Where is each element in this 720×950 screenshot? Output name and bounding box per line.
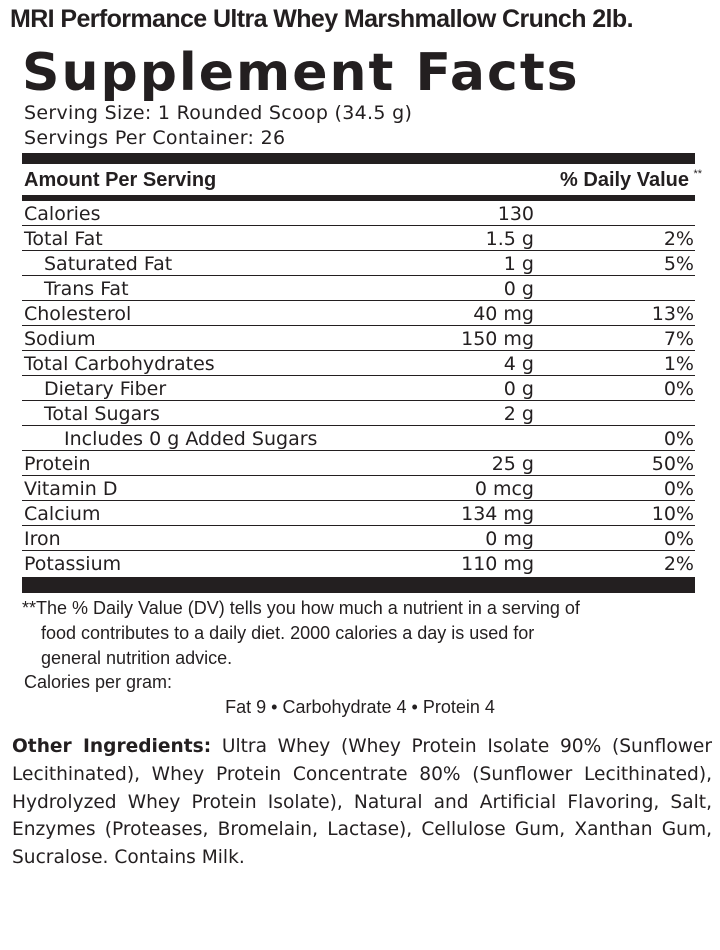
nutrient-name: Cholesterol [24,303,132,325]
nutrient-amount: 2 g [503,403,534,425]
nutrient-amount: 1 g [503,253,534,275]
nutrient-row [22,301,695,326]
nutrient-row [22,426,695,451]
daily-value-footnote-mark: ** [693,168,702,180]
nutrient-name: Total Carbohydrates [24,353,215,375]
nutrient-name: Iron [24,528,61,550]
supplement-facts-title: Supplement Facts [22,43,580,103]
nutrient-daily-value: 5% [663,253,694,275]
top-thick-divider [22,153,695,164]
nutrient-row [22,401,695,426]
nutrient-amount: 40 mg [473,303,534,325]
nutrient-daily-value: 0% [663,428,694,450]
footnote-line: general nutrition advice. [41,648,233,668]
nutrient-name: Protein [24,453,91,475]
nutrient-name: Calories [24,203,101,225]
serving-size: Serving Size: 1 Rounded Scoop (34.5 g) [24,102,413,124]
nutrient-amount: 150 mg [461,328,534,350]
nutrient-amount: 134 mg [461,503,534,525]
calories-per-gram-values: Fat 9 • Carbohydrate 4 • Protein 4 [225,697,495,717]
nutrient-amount: 0 mg [485,528,534,550]
nutrient-row [22,451,695,476]
nutrient-daily-value: 50% [651,453,694,475]
nutrient-daily-value: 7% [663,328,694,350]
nutrient-row [22,251,695,276]
table-header [24,166,702,194]
nutrient-name: Includes 0 g Added Sugars [64,428,318,450]
nutrient-row [22,351,695,376]
nutrient-row [22,551,695,575]
other-ingredients-text: Ultra Whey (Whey Protein Isolate 90% (Sunflower Lecithinated), Whey Protein Concentrate 80% (Sunflower Lecithinated), Hydrolyzed Whey Protein Isolate), Natural and Artificial Flavoring, Salt, Enzymes (Proteases, Bromelain, Lactase), Cellulose Gum, Xanthan Gum, Sucralose. Contains Milk. [12,736,712,869]
nutrient-daily-value: 0% [663,478,694,500]
footnote-line: food contributes to a daily diet. 2000 calories a day is used for [41,623,535,643]
nutrient-name: Dietary Fiber [44,378,167,400]
amount-per-serving-header: Amount Per Serving [24,169,217,191]
nutrient-amount: 25 g [491,453,534,475]
nutrient-row [22,276,695,301]
calories-per-gram-label: Calories per gram: [24,672,173,692]
nutrient-amount: 130 [497,203,534,225]
daily-value-header: % Daily Value [560,169,689,191]
footnote-line: **The % Daily Value (DV) tells you how much a nutrient in a serving of [22,598,580,618]
nutrient-daily-value: 0% [663,378,694,400]
other-ingredients [12,733,712,872]
nutrient-name: Vitamin D [24,478,118,500]
nutrient-name: Trans Fat [44,278,129,300]
other-ingredients-label: Other Ingredients: [12,736,212,757]
nutrient-row [22,526,695,551]
nutrient-name: Sodium [24,328,96,350]
nutrient-daily-value: 0% [663,528,694,550]
daily-value-footnote [22,596,702,671]
nutrient-amount: 110 mg [461,553,534,575]
nutrient-amount: 1.5 g [485,228,534,250]
nutrient-name: Total Sugars [44,403,160,425]
nutrient-amount: 0 g [503,378,534,400]
nutrient-amount: 0 g [503,278,534,300]
nutrient-name: Potassium [24,553,122,575]
nutrient-row [22,326,695,351]
nutrient-table [22,201,695,575]
nutrient-name: Calcium [24,503,101,525]
servings-per-container: Servings Per Container: 26 [24,127,286,149]
nutrient-row [22,476,695,501]
nutrient-daily-value: 2% [663,228,694,250]
nutrient-amount: 0 mcg [474,478,534,500]
nutrient-daily-value: 10% [651,503,694,525]
nutrient-row [22,501,695,526]
nutrient-amount: 4 g [503,353,534,375]
nutrient-row [22,226,695,251]
nutrient-row [22,201,695,226]
bottom-thick-divider [22,577,695,593]
nutrient-daily-value: 1% [663,353,694,375]
nutrient-name: Total Fat [24,228,103,250]
nutrient-row [22,376,695,401]
nutrient-name: Saturated Fat [44,253,173,275]
nutrient-daily-value: 2% [663,553,694,575]
nutrient-daily-value: 13% [651,303,694,325]
product-title: MRI Performance Ultra Whey Marshmallow Crunch 2lb. [10,5,633,33]
